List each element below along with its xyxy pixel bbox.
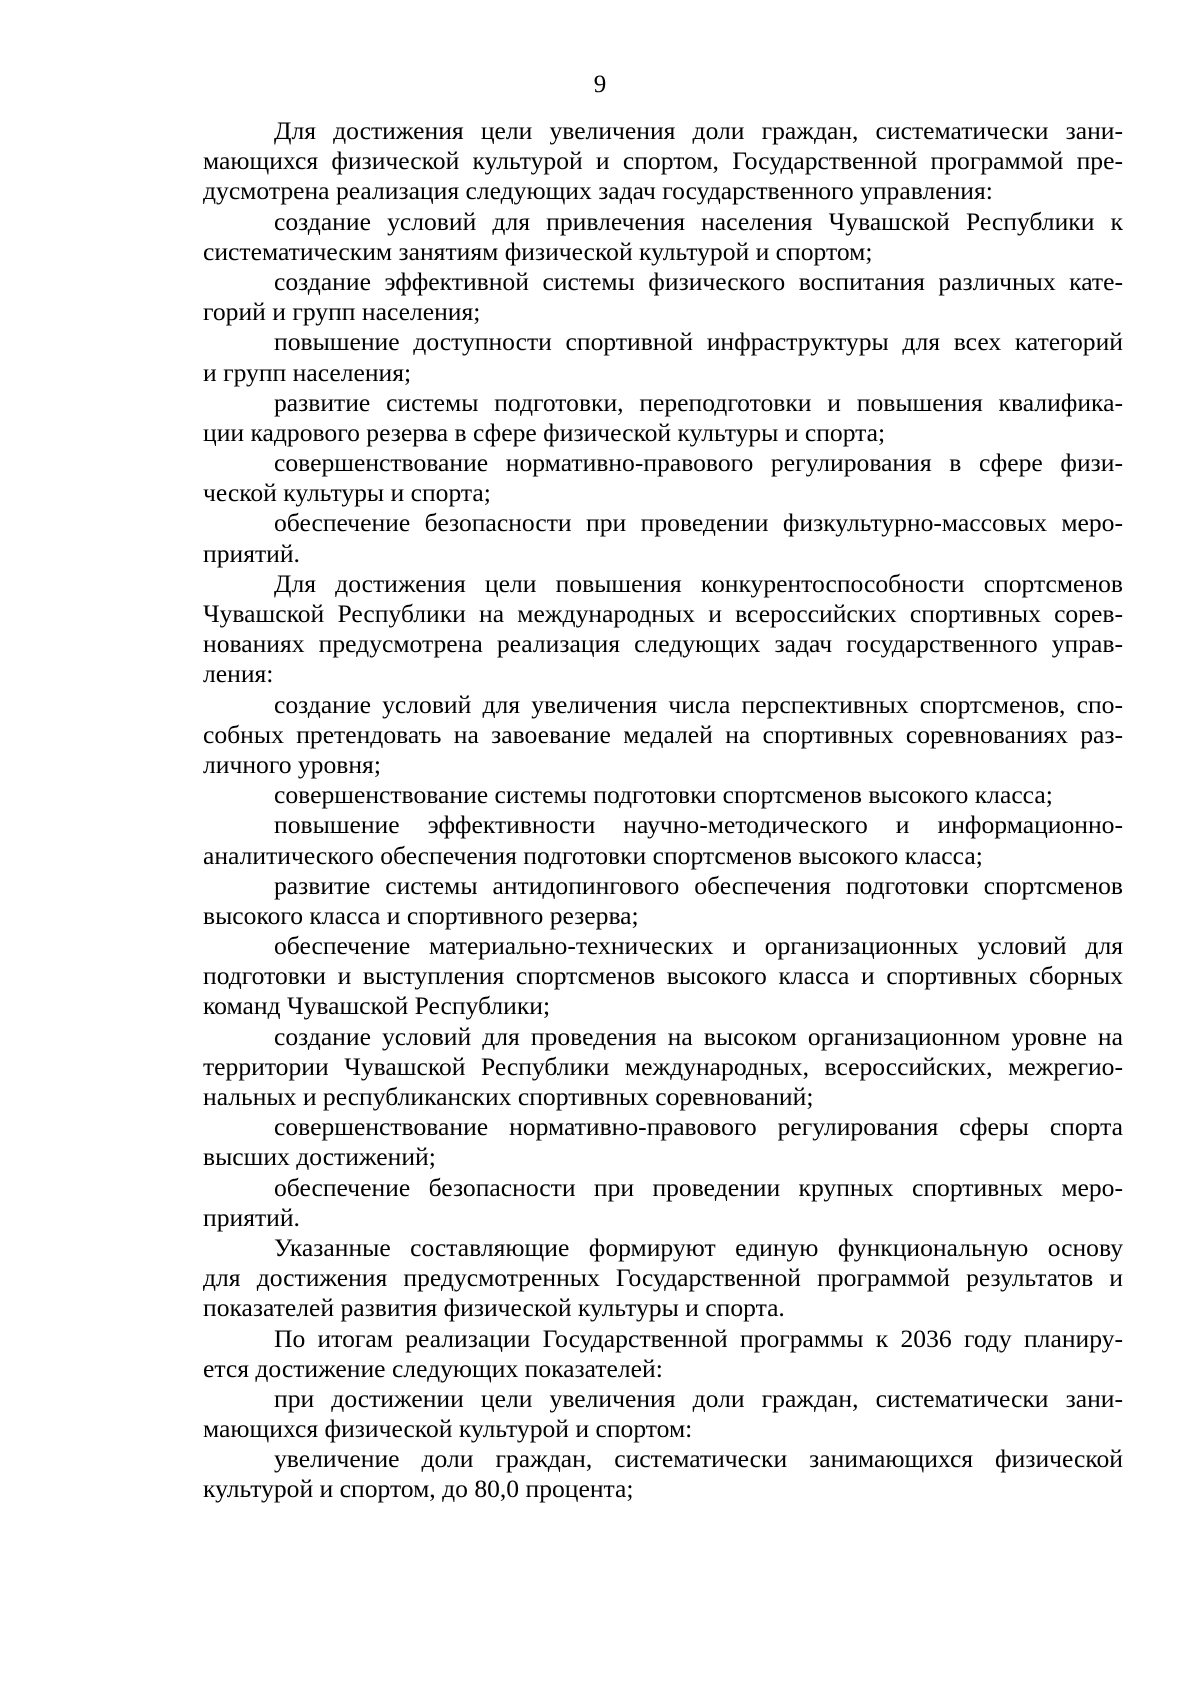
document-body bbox=[203, 116, 1123, 1505]
text-line: ления: bbox=[203, 659, 274, 689]
text-line: мающихся физической культурой и спортом: bbox=[203, 1414, 693, 1444]
text-line: ется достижение следующих показателей: bbox=[203, 1353, 663, 1383]
text-line: нованиях предусмотрена реализация следующих задач государственного управ- bbox=[203, 629, 1123, 659]
text-line: ции кадрового резерва в сфере физической культуры и спорта; bbox=[203, 417, 886, 447]
text-line: территории Чувашской Республики международных, всероссийских, межрегио- bbox=[203, 1051, 1123, 1081]
text-line: совершенствование нормативно-правового регулирования в сфере физи- bbox=[274, 448, 1123, 478]
text-line: и групп населения; bbox=[203, 357, 412, 387]
text-line: показателей развития физической культуры и спорта. bbox=[203, 1293, 785, 1323]
text-line: повышение доступности спортивной инфраструктуры для всех категорий bbox=[274, 327, 1123, 357]
text-line: развитие системы антидопингового обеспечения подготовки спортсменов bbox=[274, 870, 1123, 900]
text-line: совершенствование системы подготовки спортсменов высокого класса; bbox=[274, 780, 1053, 810]
text-line: подготовки и выступления спортсменов высокого класса и спортивных сборных bbox=[203, 961, 1123, 991]
text-line: высших достижений; bbox=[203, 1142, 436, 1172]
text-line: дусмотрена реализация следующих задач государственного управления: bbox=[203, 176, 993, 206]
text-line: горий и групп населения; bbox=[203, 297, 481, 327]
text-line: повышение эффективности научно-методического и информационно- bbox=[274, 810, 1123, 840]
text-line: По итогам реализации Государственной программы к 2036 году планиру- bbox=[274, 1323, 1123, 1353]
text-line: создание условий для привлечения населения Чувашской Республики к bbox=[274, 206, 1123, 236]
text-line: обеспечение материально-технических и организационных условий для bbox=[274, 931, 1123, 961]
text-line: создание эффективной системы физического воспитания различных кате- bbox=[274, 266, 1123, 296]
text-line: ческой культуры и спорта; bbox=[203, 478, 491, 508]
text-line: обеспечение безопасности при проведении крупных спортивных меро- bbox=[274, 1172, 1123, 1202]
text-line: Указанные составляющие формируют единую функциональную основу bbox=[274, 1232, 1123, 1262]
text-line: культурой и спортом, до 80,0 процента; bbox=[203, 1474, 634, 1504]
text-line: приятий. bbox=[203, 538, 300, 568]
text-line: развитие системы подготовки, переподготовки и повышения квалифика- bbox=[274, 387, 1123, 417]
text-line: мающихся физической культурой и спортом, Государственной программой пре- bbox=[203, 146, 1123, 176]
text-line: Для достижения цели повышения конкурентоспособности спортсменов bbox=[274, 568, 1123, 598]
text-line: команд Чувашской Республики; bbox=[203, 991, 551, 1021]
text-line: создание условий для увеличения числа перспективных спортсменов, спо- bbox=[274, 689, 1123, 719]
text-line: Чувашской Республики на международных и всероссийских спортивных сорев- bbox=[203, 599, 1123, 628]
text-line: при достижении цели увеличения доли граждан, систематически зани- bbox=[274, 1383, 1123, 1413]
text-line: нальных и республиканских спортивных соревнований; bbox=[203, 1082, 814, 1111]
text-line: обеспечение безопасности при проведении физкультурно-массовых меро- bbox=[274, 508, 1123, 538]
text-line: личного уровня; bbox=[203, 749, 381, 779]
text-line: аналитического обеспечения подготовки спортсменов высокого класса; bbox=[203, 840, 983, 870]
text-line: систематическим занятиям физической культурой и спортом; bbox=[203, 236, 873, 266]
text-line: совершенствование нормативно-правового регулирования сферы спорта bbox=[274, 1112, 1123, 1142]
text-line: создание условий для проведения на высоком организационном уровне на bbox=[274, 1021, 1123, 1051]
page-number: 9 bbox=[593, 71, 607, 98]
text-line: увеличение доли граждан, систематически занимающихся физической bbox=[274, 1444, 1123, 1474]
text-line: высокого класса и спортивного резерва; bbox=[203, 900, 639, 930]
text-line: приятий. bbox=[203, 1202, 300, 1232]
text-line: для достижения предусмотренных Государственной программой результатов и bbox=[203, 1263, 1123, 1293]
text-line: собных претендовать на завоевание медалей на спортивных соревнованиях раз- bbox=[203, 719, 1123, 749]
text-line: Для достижения цели увеличения доли граждан, систематически зани- bbox=[274, 116, 1123, 145]
